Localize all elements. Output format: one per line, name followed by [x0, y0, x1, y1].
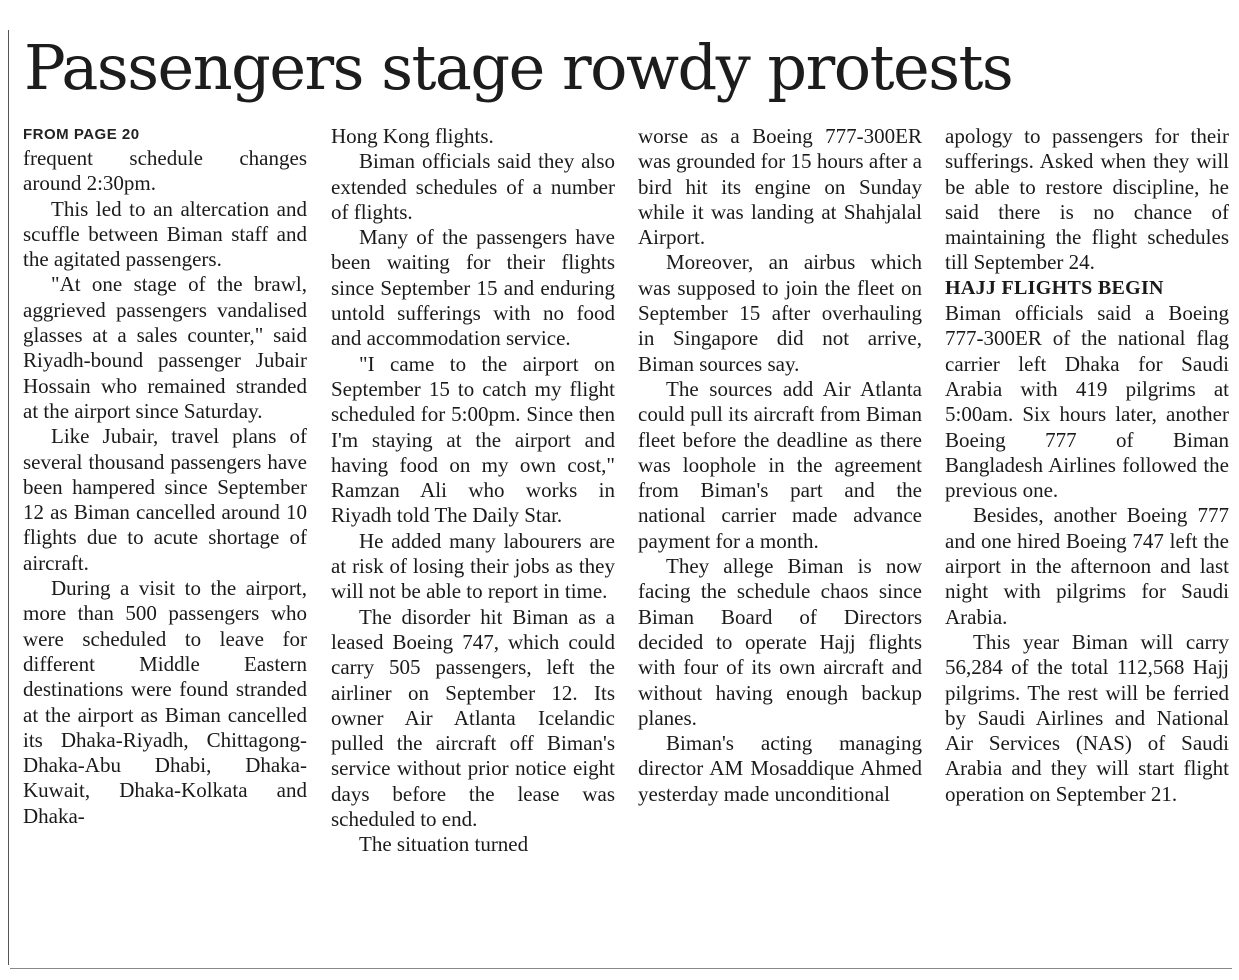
paragraph: The situation turned — [359, 832, 529, 857]
paragraph: This year Biman will carry 56,284 of the total 112,568 Hajj pilgrims. The rest will be ferried by Saudi Airlines and National Air Services (NAS) of Saudi Arabia and they will start flight operation on September 21. — [945, 629, 1229, 806]
paragraph: Biman officials said they also extended schedules of a number of flights. — [331, 149, 615, 224]
paragraph: "I came to the airport on September 15 to catch my flight scheduled for 5:00pm. Since then I'm staying at the airport and having food on my own cost," Ramzan Ali who works in Riyadh told The Daily Star. — [331, 351, 615, 528]
left-column-rule — [8, 30, 9, 965]
headline: Passengers stage rowdy protests — [24, 31, 1013, 104]
jump-kicker: FROM PAGE 20 — [23, 126, 140, 143]
article-column-1 — [23, 124, 307, 829]
paragraph: During a visit to the airport, more than 500 passengers who were scheduled to leave for different Middle Eastern destinations were found stranded at the airport as Biman cancelled its Dhaka-Riyadh, Chittagong-Dhaka-Abu Dhabi, Dhaka-Kuwait, Dhaka-Kolkata and Dhaka- — [23, 576, 307, 828]
article-column-4 — [945, 124, 1229, 807]
paragraph: Many of the passengers have been waiting for their flights since September 15 and enduring untold sufferings with no food and accommodation service. — [331, 225, 615, 351]
paragraph: Like Jubair, travel plans of several thousand passengers have been hampered since September 12 as Biman cancelled around 10 flights due to acute shortage of aircraft. — [23, 424, 307, 575]
paragraph: apology to passengers for their sufferings. Asked when they will be able to restore discipline, he said there is no chance of maintaining the flight schedules till September 24. — [945, 124, 1229, 275]
article-column-2 — [331, 124, 615, 858]
paragraph: Moreover, an airbus which was supposed to join the fleet on September 15 after overhauling in Singapore did not arrive, Biman sources say. — [638, 250, 922, 376]
subheading: HAJJ FLIGHTS BEGIN — [945, 276, 1164, 299]
paragraph: Biman's acting managing director AM Mosaddique Ahmed yesterday made unconditional — [638, 731, 922, 806]
paragraph: This led to an altercation and scuffle between Biman staff and the agitated passengers. — [23, 196, 307, 272]
paragraph: frequent schedule changes around 2:30pm. — [23, 146, 307, 196]
paragraph: Biman officials said a Boeing 777-300ER of the national flag carrier left Dhaka for Saudi Arabia with 419 pilgrims at 5:00am. Six hours later, another Boeing 777 of Biman Bangladesh Airlines followed the previous one. — [945, 301, 1229, 503]
article-column-3 — [638, 124, 922, 807]
paragraph: "At one stage of the brawl, aggrieved passengers vandalised glasses at a sales counter," said Riyadh-bound passenger Jubair Hossain who remained stranded at the airport since Saturday. — [23, 272, 307, 423]
paragraph: Hong Kong flights. — [331, 124, 494, 148]
paragraph: The sources add Air Atlanta could pull its aircraft from Biman fleet before the deadline as there was loophole in the agreement from Biman's part and the national carrier made advance payment for a month. — [638, 376, 922, 553]
paragraph: They allege Biman is now facing the schedule chaos since Biman Board of Directors decided to operate Hajj flights with four of its own aircraft and without having enough backup planes. — [638, 554, 922, 730]
bottom-rule — [10, 968, 1232, 969]
paragraph: worse as a Boeing 777-300ER was grounded for 15 hours after a bird hit its engine on Sunday while it was landing at Shahjalal Airport. — [638, 124, 922, 250]
paragraph: Besides, another Boeing 777 and one hired Boeing 747 left the airport in the afternoon and last night with pilgrims for Saudi Arabia. — [945, 503, 1229, 629]
paragraph: The disorder hit Biman as a leased Boeing 747, which could carry 505 passengers, left the airliner on September 12. Its owner Air Atlanta Icelandic pulled the aircraft off Biman's service without prior notice eight days before the lease was scheduled to end. — [331, 604, 615, 832]
paragraph: He added many labourers are at risk of losing their jobs as they will not be able to report in time. — [331, 528, 615, 604]
